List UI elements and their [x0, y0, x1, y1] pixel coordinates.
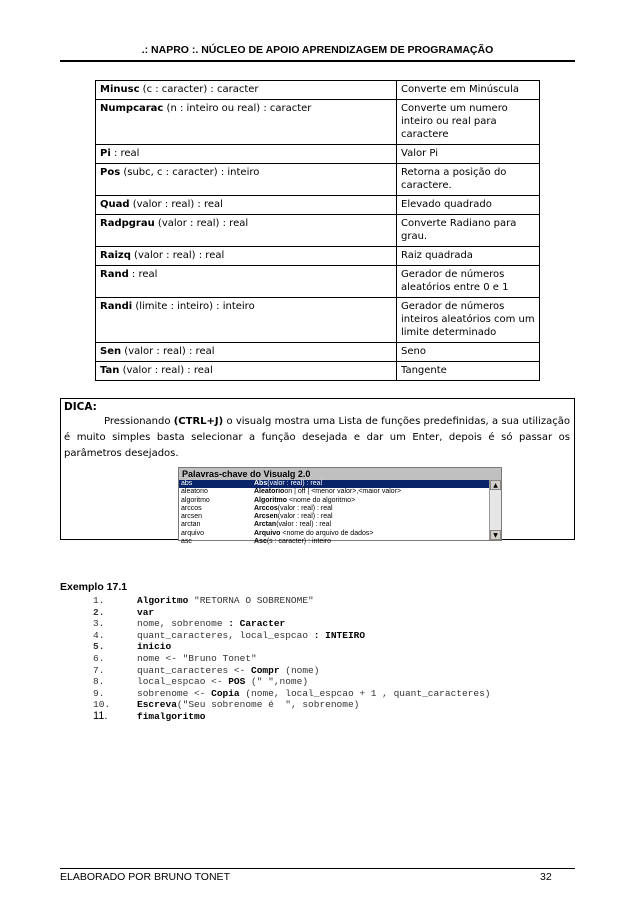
function-row — [96, 215, 540, 247]
function-name: Quad — [100, 199, 130, 210]
code-line: 11. fimalgoritmo — [93, 709, 206, 722]
function-params: (valor : real) : real — [119, 365, 213, 376]
line-number: 2. — [93, 606, 105, 618]
function-signature — [96, 196, 397, 215]
page-number: 32 — [540, 871, 552, 883]
header-rule — [60, 60, 575, 62]
function-name: Radpgrau — [100, 218, 155, 229]
page-header: .: NAPRO :. NÚCLEO DE APOIO APRENDIZAGEM DE PROGRAMAÇÃO — [141, 44, 494, 56]
function-description: Retorna a posição do caractere. — [397, 164, 540, 196]
keyword-list-item[interactable] — [179, 513, 501, 521]
function-params: : real — [110, 148, 140, 159]
code-line: 9. sobrenome <- Copia (nome, local_espcao + 1 , quant_caracteres) — [93, 687, 491, 699]
keyword-syntax: Algoritmo <nome do algoritmo> — [254, 496, 356, 504]
keyword-list-item[interactable] — [179, 480, 501, 488]
code-line: 2. var — [93, 606, 155, 618]
keyword-list-item[interactable] — [179, 538, 501, 546]
function-signature — [96, 81, 397, 100]
footer-author: ELABORADO POR BRUNO TONET — [60, 871, 230, 883]
tip-title: DICA: — [64, 401, 97, 413]
function-name: Numpcarac — [100, 103, 164, 114]
function-name: Tan — [100, 365, 120, 376]
function-name: Rand — [100, 269, 129, 280]
keyword-list-item[interactable] — [179, 505, 501, 513]
functions-table — [95, 80, 540, 381]
function-row — [96, 145, 540, 164]
function-params: (subc, c : caracter) : inteiro — [120, 167, 260, 178]
function-description: Valor Pi — [397, 145, 540, 164]
function-row — [96, 247, 540, 266]
keyword-text: arquivo — [181, 529, 204, 537]
line-number: 3. — [93, 618, 105, 630]
function-signature — [96, 145, 397, 164]
function-params: (valor : real) : real — [154, 218, 249, 229]
function-row — [96, 298, 540, 343]
code-line: 3. nome, sobrenome : Caracter — [93, 618, 286, 630]
function-name: Sen — [100, 346, 122, 357]
keyword-list-window[interactable] — [178, 467, 502, 546]
keyword-syntax: Arquivo <nome do arquivo de dados> — [254, 529, 374, 537]
function-signature — [96, 298, 397, 343]
function-description: Gerador de números aleatórios entre 0 e 1 — [397, 266, 540, 298]
keyword-text: asc — [181, 538, 192, 546]
code-line: 6. nome <- "Bruno Tonet" — [93, 652, 257, 664]
scroll-up-icon[interactable]: ▲ — [490, 480, 501, 490]
function-name: Raizq — [100, 250, 131, 261]
keyword-text: algoritmo — [181, 496, 210, 504]
keyword-text: arctan — [181, 521, 201, 529]
function-row — [96, 196, 540, 215]
function-params: : real — [128, 269, 158, 280]
line-number: 4. — [93, 629, 105, 641]
shortcut-key: (CTRL+J) — [173, 416, 224, 427]
line-number: 6. — [93, 652, 105, 664]
function-params: (valor : real) : real — [130, 250, 225, 261]
code-line: 7. quant_caracteres <- Compr (nome) — [93, 664, 320, 676]
keyword-list-item[interactable] — [179, 488, 501, 496]
function-signature — [96, 164, 397, 196]
tip-text: Pressionando (CTRL+J) o visualg mostra uma Lista de funções predefinidas, a sua utilização é muito simples basta selecionar a função desejada e dar um Enter, depois é só passar os parâmetros desejados. — [64, 416, 570, 459]
function-description: Raiz quadrada — [397, 247, 540, 266]
line-number: 7. — [93, 664, 105, 676]
keyword-syntax: Arccos(valor : real) : real — [254, 504, 333, 512]
function-row — [96, 266, 540, 298]
code-line: 8. local_espcao <- POS (" ",nome) — [93, 676, 309, 688]
function-name: Pos — [100, 167, 121, 178]
function-description: Seno — [397, 343, 540, 362]
keyword-syntax: Arctan(valor : real) : real — [254, 521, 332, 529]
function-description: Gerador de números inteiros aleatórios com um limite determinado — [397, 298, 540, 343]
function-params: (valor : real) : real — [129, 199, 223, 210]
function-row — [96, 343, 540, 362]
keyword-syntax: Aleatorioon | off | <menor valor>,<maior valor> — [254, 488, 402, 496]
line-number: 1. — [93, 595, 105, 606]
function-params: (n : inteiro ou real) : caracter — [163, 103, 312, 114]
function-name: Randi — [100, 301, 133, 312]
line-number: 9. — [93, 687, 105, 699]
function-description: Tangente — [397, 362, 540, 381]
keyword-list-title: Palavras-chave do Visualg 2.0 — [179, 468, 501, 480]
keyword-list-item[interactable] — [179, 521, 501, 529]
function-params: (limite : inteiro) : inteiro — [132, 301, 255, 312]
scroll-down-icon[interactable]: ▼ — [490, 530, 501, 540]
keyword-text: abs — [181, 480, 193, 487]
function-row — [96, 81, 540, 100]
keyword-syntax: Arcsen(valor : real) : real — [254, 513, 333, 521]
function-description: Converte em Minúscula — [397, 81, 540, 100]
keyword-list-item[interactable] — [179, 530, 501, 538]
code-line: 1. Algoritmo "RETORNA O SOBRENOME" — [93, 595, 314, 606]
function-signature — [96, 247, 397, 266]
function-params: (valor : real) : real — [121, 346, 215, 357]
line-number: 11. — [93, 709, 108, 722]
function-signature — [96, 215, 397, 247]
code-line: 4. quant_caracteres, local_espcao : INTEIRO — [93, 629, 366, 641]
function-row — [96, 100, 540, 145]
function-row — [96, 362, 540, 381]
function-name: Pi — [100, 148, 111, 159]
function-description: Elevado quadrado — [397, 196, 540, 215]
keyword-list-scrollbar[interactable] — [489, 480, 501, 540]
keyword-syntax: Asc(s : caracter) : inteiro — [254, 538, 332, 546]
function-params: (c : caracter) : caracter — [139, 84, 259, 95]
code-line: 5. inicio — [93, 641, 172, 653]
function-signature — [96, 100, 397, 145]
keyword-text: arccos — [181, 504, 202, 512]
keyword-syntax: Abs(valor : real) : real — [254, 480, 323, 487]
function-signature — [96, 343, 397, 362]
function-description: Converte um numero inteiro ou real para caractere — [397, 100, 540, 145]
footer-rule — [60, 868, 575, 869]
example-title: Exemplo 17.1 — [60, 581, 128, 593]
line-number: 8. — [93, 676, 105, 688]
code-listing — [93, 595, 490, 723]
function-signature — [96, 362, 397, 381]
function-name: Minusc — [100, 84, 140, 95]
function-signature — [96, 266, 397, 298]
code-line: 10. Escreva("Seu sobrenome é ", sobrenome) — [93, 699, 360, 711]
keyword-list-item[interactable] — [179, 497, 501, 505]
function-description: Converte Radiano para grau. — [397, 215, 540, 247]
keyword-text: arcsen — [181, 513, 203, 521]
line-number: 5. — [93, 641, 105, 653]
line-number: 10. — [93, 699, 111, 711]
function-row — [96, 164, 540, 196]
keyword-text: aleatorio — [181, 488, 208, 496]
